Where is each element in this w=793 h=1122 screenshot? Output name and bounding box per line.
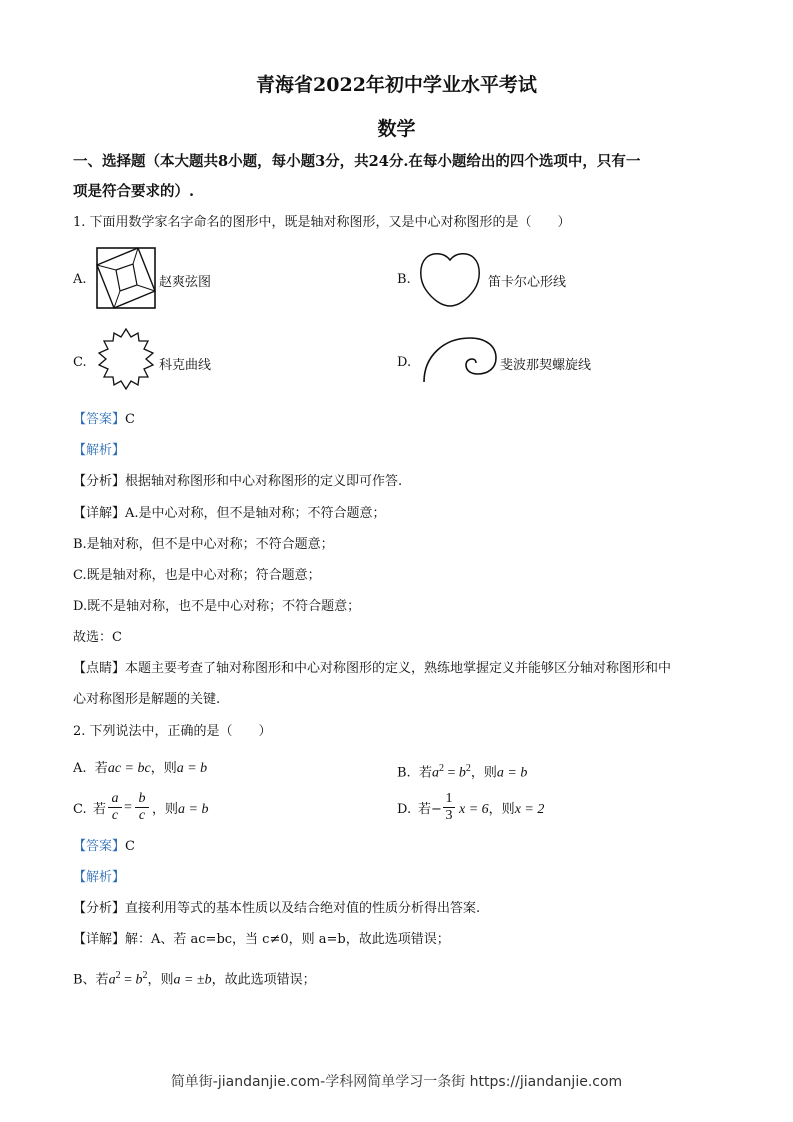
q2-option-b-sup1: 2 [438,763,444,774]
q2-option-a-letter: A. [73,761,87,776]
q2-option-b-sup2: 2 [465,763,471,774]
q1-option-a-label: 赵爽弦图 [159,275,212,290]
q2-option-d-tail [459,801,544,819]
q2-line-b-eq: = [120,972,136,988]
q2-option-a-cond: ac = bc [107,761,151,776]
q2-option-a [73,760,207,778]
q1-line-choice: 故选：C [73,630,122,645]
q2-option-d-res: x = 2 [514,802,545,817]
q2-option-d-num: 1 [443,791,455,808]
q2-option-c-letter: C. [73,802,87,817]
q2-option-b-base2: b [458,765,466,781]
q2-option-d-rest: x = 6 [459,802,489,817]
q1-option-d-letter: D. [397,355,412,370]
q2-option-c-fraction-1 [108,791,122,824]
q2-line-b [73,967,316,989]
q1-line-d: D.既不是轴对称，也不是中心对称；不符合题意； [73,599,361,614]
q1-line-remark2: 心对称图形是解题的关键. [73,692,221,707]
q2-option-d-den: 3 [445,808,453,823]
q2-option-b [397,760,527,782]
q2-option-d-fraction [443,791,455,824]
q2-line-b-post: ，故此选项错误； [211,972,316,988]
q2-option-b-pre: 若 [418,765,432,781]
question-1-stem: 1. 下面用数学家名字命名的图形中，既是轴对称图形，又是中心对称图形的是（ ） [73,215,571,230]
q2-option-a-res: a = b [176,761,208,776]
q2-option-a-pre: 若 [94,761,108,776]
q1-answer [73,411,135,429]
q2-option-c-den1: c [111,808,119,823]
q2-line-b-sup1: 2 [115,970,121,981]
section-heading-line2: 项是符合要求的）. [73,183,195,200]
section-heading-line1: 一、选择题（本大题共8小题，每小题3分，共24分.在每小题给出的四个选项中，只有一 [73,153,641,170]
subject-title: 数学 [377,118,416,140]
q1-line-detail: 【详解】A.是中心对称，但不是轴对称；不符合题意； [73,506,386,521]
q2-line-b-sup2: 2 [142,970,148,981]
q2-option-c-tail [152,801,208,819]
q2-answer [73,838,135,856]
q2-line-b-res: a = ±b [173,972,212,988]
q2-option-c-res: a = b [178,802,209,817]
koch-snowflake-icon [93,327,159,391]
q2-option-c-num2: b [135,791,149,808]
q2-line-b-base2: b [135,972,143,988]
q2-option-b-letter: B. [397,765,411,781]
q1-line-remark1: 【点睛】本题主要考查了轴对称图形和中心对称图形的定义，熟练地掌握定义并能够区分轴对称图形和中 [73,661,672,676]
q1-option-a-letter: A. [73,272,87,287]
q1-answer-tag: 【答案】 [73,412,126,427]
q2-option-d-pre: 若− [418,802,442,817]
q2-line-detail: 【详解】解：A、若 ac=bc，当 c≠0，则 a=b，故此选项错误； [73,932,450,947]
exam-title: 青海省2022年初中学业水平考试 [256,74,537,96]
cardioid-curve-icon [418,250,482,308]
q2-answer-tag: 【答案】 [73,839,126,854]
q2-option-c-eq: = [124,800,132,815]
q2-analysis-tag: 【解析】 [73,870,126,885]
q2-option-b-eq: = [443,765,459,781]
q1-option-c-letter: C. [73,355,87,370]
q2-option-b-base1: a [431,765,439,781]
q2-option-d-letter: D. [397,802,412,817]
q2-option-a-mid: ，则 [150,761,177,776]
q2-option-b-res: a = b [496,765,528,781]
q2-answer-value: C [125,839,135,854]
q2-line-b-mid: ，则 [147,972,174,988]
q1-option-b-label: 笛卡尔心形线 [488,275,567,290]
q1-line-c: C.既是轴对称，也是中心对称；符合题意； [73,568,321,583]
fibonacci-spiral-icon [420,334,498,384]
q1-analysis-tag: 【解析】 [73,443,126,458]
q1-option-b-letter: B. [397,272,411,287]
q2-line-analysis: 【分析】直接利用等式的基本性质以及结合绝对值的性质分析得出答案. [73,901,481,916]
q2-option-c-num1: a [108,791,122,808]
q2-line-b-pre: B、若 [73,972,109,988]
footer-watermark: 简单街-jiandanjie.com-学科网简单学习一条街 https://jiandanjie.com [170,1074,623,1090]
q2-option-d-mid: ，则 [488,802,515,817]
q1-line-analysis: 【分析】根据轴对称图形和中心对称图形的定义即可作答. [73,474,403,489]
q1-option-c-label: 科克曲线 [159,358,212,373]
q2-option-c-pre: 若 [93,802,107,817]
question-2-stem: 2. 下列说法中，正确的是（ ） [73,724,272,739]
q2-option-b-mid: ，则 [470,765,497,781]
q2-option-c-den2: c [138,808,146,823]
q2-option-c-mid: ，则 [152,802,179,817]
q2-line-b-base1: a [108,972,116,988]
q1-option-d-label: 斐波那契螺旋线 [500,358,592,373]
q2-option-c-fraction-2 [135,791,149,824]
q1-line-b: B.是轴对称，但不是中心对称；不符合题意； [73,537,334,552]
zhao-shuang-string-diagram-icon [96,247,156,309]
q1-answer-value: C [125,412,135,427]
